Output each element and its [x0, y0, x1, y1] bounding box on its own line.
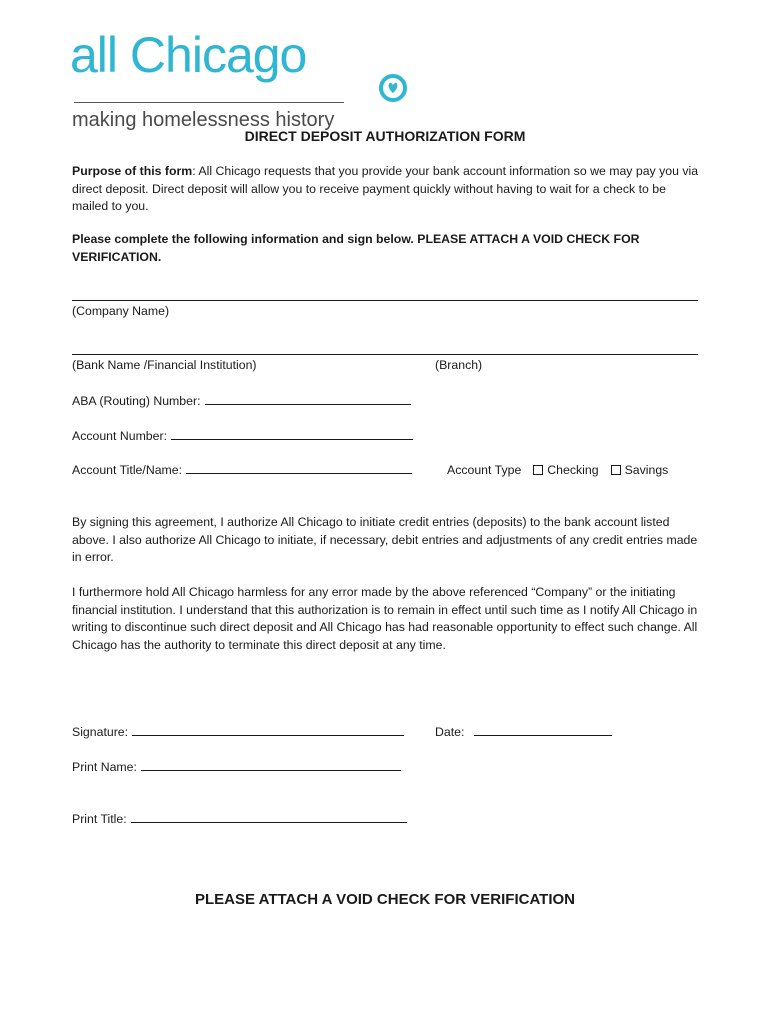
date-input[interactable] — [474, 725, 612, 736]
purpose-label: Purpose of this form — [72, 164, 193, 178]
account-number-label: Account Number: — [72, 429, 168, 443]
account-title-input[interactable] — [186, 463, 412, 474]
signature-input[interactable] — [132, 725, 404, 736]
company-name-field[interactable] — [72, 300, 698, 301]
purpose-text: : All Chicago requests that you provide your bank account information so we may pay you via direct deposit. Direct deposit will allow you to receive payment quickly without having to wait for a check to be mailed to you. — [72, 164, 699, 213]
account-number-row — [72, 428, 413, 446]
bank-name-label: (Bank Name /Financial Institution) — [72, 358, 257, 372]
bank-name-field[interactable] — [72, 354, 698, 355]
logo-tagline: making homelessness history — [72, 109, 335, 131]
void-check-notice: PLEASE ATTACH A VOID CHECK FOR VERIFICATION — [194, 891, 575, 908]
print-title-input[interactable] — [131, 812, 407, 823]
harmless-paragraph: I furthermore hold All Chicago harmless for any error made by the above referenced “Company” or the initiating financial institution. I understand that this authorization is to remain in effect until such time as I notify All Chicago in writing to discontinue such direct deposit and All Chicago has had reasonable opportunity to effect such change. All Chicago has the authority to terminate this direct deposit at any time. — [72, 585, 698, 652]
all-chicago-logo — [70, 26, 360, 131]
company-name-label: (Company Name) — [72, 304, 170, 318]
branch-label: (Branch) — [435, 358, 483, 372]
checking-checkbox[interactable] — [533, 465, 543, 475]
form-title: DIRECT DEPOSIT AUTHORIZATION FORM — [244, 128, 526, 144]
aba-input[interactable] — [205, 394, 411, 405]
savings-label: Savings — [624, 463, 669, 477]
date-row — [435, 724, 612, 742]
account-type-label: Account Type — [447, 463, 522, 477]
print-title-row — [72, 811, 407, 829]
logo-rule — [74, 102, 344, 103]
checking-label: Checking — [547, 463, 599, 477]
heart-icon — [378, 73, 408, 103]
account-number-input[interactable] — [171, 429, 413, 440]
authorization-paragraph: By signing this agreement, I authorize All Chicago to initiate credit entries (deposits) to the bank account listed above. I also authorize All Chicago to initiate, if necessary, debit entries and adjustments of any credit entries made in error. — [72, 515, 698, 564]
purpose-paragraph — [72, 163, 702, 216]
print-title-label: Print Title: — [72, 812, 127, 826]
print-name-row — [72, 759, 401, 777]
signature-row — [72, 724, 404, 742]
account-title-row — [72, 462, 412, 480]
logo-wordmark: all Chicago — [70, 27, 307, 83]
aba-label: ABA (Routing) Number: — [72, 394, 201, 408]
print-name-input[interactable] — [141, 760, 401, 771]
account-title-label: Account Title/Name: — [72, 463, 183, 477]
aba-row — [72, 393, 411, 411]
date-label: Date: — [435, 725, 465, 739]
signature-label: Signature: — [72, 725, 129, 739]
savings-checkbox[interactable] — [611, 465, 621, 475]
account-type-row — [447, 462, 668, 480]
print-name-label: Print Name: — [72, 760, 137, 774]
instructions: Please complete the following information and sign below. PLEASE ATTACH A VOID CHECK FOR VERIFICATION. — [72, 232, 640, 264]
